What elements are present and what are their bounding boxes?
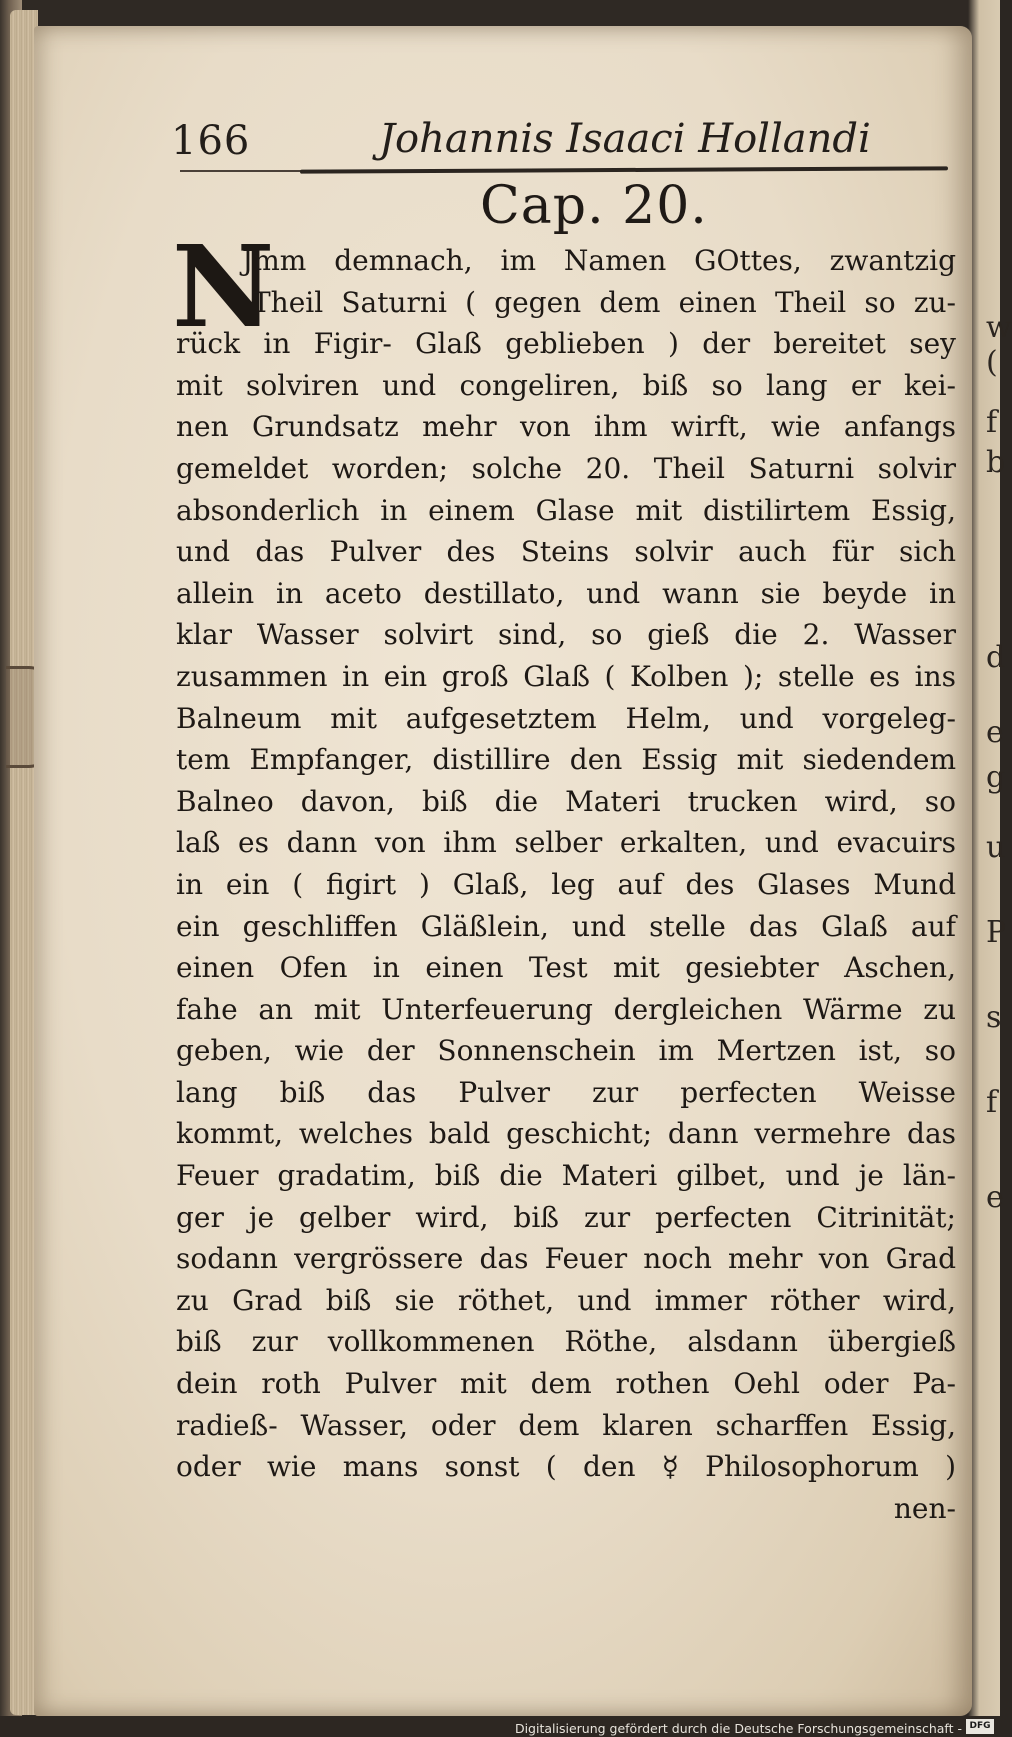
next-page-fragment: u [986, 830, 1006, 865]
chapter-heading: Cap. 20. [480, 176, 708, 236]
text-line: dein roth Pulver mit dem rothen Oehl oder Pa- [176, 1367, 956, 1401]
body-text [176, 240, 956, 1529]
next-page-fragment: e [986, 715, 1004, 750]
text-line: lang biß das Pulver zur perfecten Weisse [176, 1075, 956, 1109]
next-page-fragment: e [986, 1180, 1004, 1215]
next-page-fragment: b [986, 445, 1006, 480]
next-page-fragment: g [986, 760, 1006, 795]
text-line: zusammen in ein groß Glaß ( Kolben ); stelle es ins [176, 659, 956, 693]
next-page-fragment: s [986, 1000, 1002, 1035]
text-line: kommt, welches bald geschicht; dann vermehre das [176, 1117, 956, 1151]
text-line: Balneo davon, biß die Materi trucken wird, so [176, 784, 956, 818]
text-line: mit solviren und congeliren, biß so lang er kei- [176, 368, 956, 402]
running-title: Johannis Isaaci Hollandi [379, 116, 871, 162]
text-line: Theil Saturni ( gegen dem einen Theil so zu- [252, 285, 956, 319]
text-line: sodann vergrössere das Feuer noch mehr von Grad [176, 1242, 956, 1276]
text-line: nen Grundsatz mehr von ihm wirft, wie anfangs [176, 410, 956, 444]
text-line: ger je gelber wird, biß zur perfecten Citrinität; [176, 1200, 956, 1234]
text-line: allein in aceto destillato, und wann sie beyde in [176, 576, 956, 610]
page-header [171, 118, 961, 164]
text-line: Feuer gradatim, biß die Materi gilbet, und je län- [176, 1159, 956, 1193]
text-line: rück in Figir- Glaß geblieben ) der bereitet sey [176, 327, 956, 361]
text-line: und das Pulver des Steins solvir auch für sich [176, 535, 956, 569]
next-page-fragment: f [986, 1085, 998, 1120]
next-page-fragment: w [986, 310, 1012, 345]
page-number: 166 [171, 118, 251, 164]
text-line: gemeldet worden; solche 20. Theil Saturni solvir [176, 451, 956, 485]
text-line: absonderlich in einem Glase mit distilirtem Essig, [176, 493, 956, 527]
text-line: biß zur vollkommenen Röthe, alsdann übergieß [176, 1325, 956, 1359]
next-page-fragment: ( [986, 345, 998, 380]
text-line: ein geschliffen Gläßlein, und stelle das Glaß auf [176, 909, 956, 943]
next-page-fragment: d [986, 640, 1006, 675]
text-line: in ein ( figirt ) Glaß, leg auf des Glases Mund [176, 867, 956, 901]
text-line: geben, wie der Sonnenschein im Mertzen ist, so [176, 1034, 956, 1068]
next-page-fragment: f [986, 405, 998, 440]
text-line: zu Grad biß sie röthet, und immer röther wird, [176, 1283, 956, 1317]
footer-credit: Digitalisierung gefördert durch die Deutsche Forschungsgemeinschaft - [514, 1721, 962, 1736]
text-line: tem Empfanger, distillire den Essig mit siedendem [176, 743, 956, 777]
text-line: klar Wasser solvirt sind, so gieß die 2. Wasser [176, 618, 956, 652]
text-line: Balneum mit aufgesetztem Helm, und vorgeleg- [176, 701, 956, 735]
text-line: radieß- Wasser, oder dem klaren scharffen Essig, [176, 1408, 956, 1442]
dfg-logo: DFG [966, 1719, 994, 1734]
header-rule-left [180, 170, 310, 172]
text-line: einen Ofen in einen Test mit gesiebter Aschen, [176, 951, 956, 985]
text-line: fahe an mit Unterfeuerung dergleichen Wärme zu [176, 992, 956, 1026]
text-line: oder wie mans sonst ( den ☿ Philosophorum ) [176, 1450, 956, 1484]
drop-cap-initial: N [172, 222, 275, 353]
text-line: Jmm demnach, im Namen GOttes, zwantzig [242, 244, 956, 277]
next-page-fragment: P [986, 915, 1007, 950]
catchword: nen- [893, 1491, 956, 1525]
text-line: laß es dann von ihm selber erkalten, und evacuirs [176, 826, 956, 860]
next-page-edge [968, 0, 1000, 1737]
